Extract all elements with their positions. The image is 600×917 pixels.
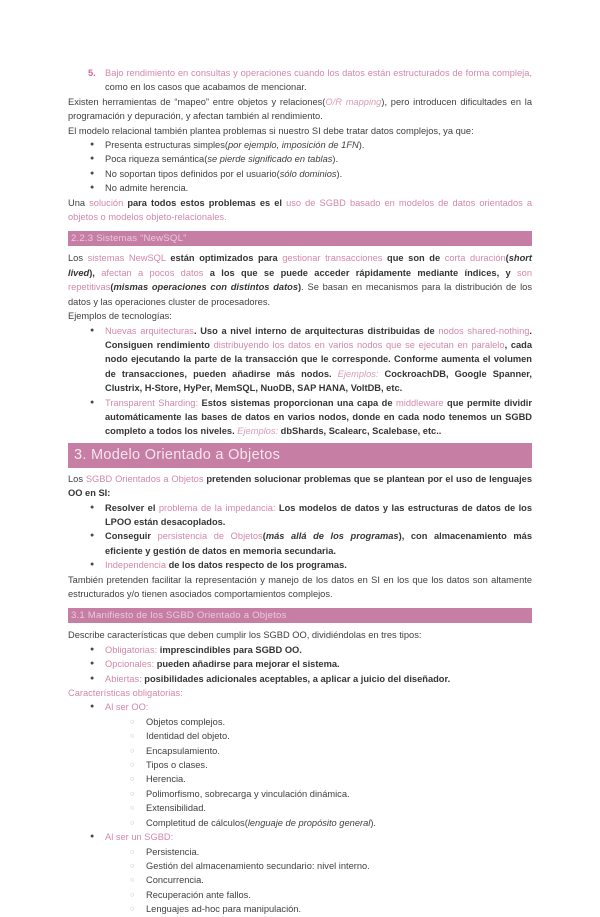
text-segment: que son de — [387, 253, 445, 264]
text-segment: problema de la impedancia: — [158, 502, 279, 513]
text-segment: Obligatorias: — [105, 644, 160, 655]
text-segment: CockroachDB, Google Spanner, Clustrix, H-Store, HyPer, MemSQL, NuoDB, SAP HANA, VoltDB, etc. — [105, 368, 532, 394]
text-segment: gestionar transacciones — [282, 253, 388, 264]
bullet-icon — [90, 138, 94, 152]
text-segment: SGBD Orientados a Objetos — [85, 473, 207, 484]
text-segment: ), — [89, 267, 102, 278]
circle-bullet-icon — [130, 888, 135, 902]
paragraph — [68, 309, 532, 323]
circle-bullet-icon — [130, 715, 135, 729]
text-segment: Ejemplos: — [337, 368, 385, 379]
text-segment: más allá de los programas — [265, 531, 399, 542]
text-segment: ). — [370, 817, 377, 828]
text-segment: Características obligatorias: — [68, 688, 183, 699]
bullet-icon — [90, 558, 94, 572]
bullet-item — [68, 529, 532, 558]
text-segment: No soportan tipos definidos por el usuario( — [105, 168, 280, 179]
text-segment: Polimorfismo, sobrecarga y vinculación dinámica. — [146, 788, 350, 799]
text-segment: Completitud de cálculos( — [146, 817, 248, 828]
bullet-icon — [90, 657, 94, 671]
circle-bullet-icon — [130, 845, 135, 859]
text-segment: imprescindibles para SGBD OO. — [159, 644, 302, 655]
circle-bullet-icon — [130, 902, 135, 916]
text-segment: Gestión del almacenamiento secundario: nivel interno. — [146, 860, 370, 871]
circle-bullet-icon — [130, 758, 135, 772]
text-segment: Recuperación ante fallos. — [146, 889, 251, 900]
bullet-item — [68, 643, 532, 657]
paragraph — [68, 472, 532, 501]
text-segment: distribuyendo los datos en varios nodos que se ejecutan en paralelo — [213, 339, 505, 350]
circle-bullet-icon — [130, 801, 135, 815]
bullet-item — [68, 138, 532, 152]
circle-bullet-icon — [130, 772, 135, 786]
text-segment: Describe características que deben cumplir los SGBD OO, dividiéndolas en tres tipos: — [68, 630, 422, 641]
text-segment: Objetos complejos. — [146, 716, 226, 727]
bullet-item — [68, 501, 532, 530]
text-segment: Los modelos de datos y las estructuras de datos de los LPOO están desacoplados. — [105, 502, 533, 527]
text-segment: pretenden solucionar problemas que se plantean por el uso de lenguajes OO en SI: — [68, 473, 532, 499]
sub-bullet-item — [68, 902, 532, 916]
text-segment: Tipos o clases. — [146, 760, 208, 771]
item-number: 5. — [88, 68, 96, 78]
bullet-icon — [90, 152, 94, 166]
bullet-item — [68, 152, 532, 166]
text-segment: Al ser OO: — [105, 702, 149, 713]
text-segment: ( — [505, 253, 509, 264]
text-segment: Concurrencia. — [146, 875, 204, 886]
bullet-icon — [90, 529, 94, 543]
text-segment: O/R mapping — [325, 96, 382, 107]
text-segment: Una — [68, 197, 90, 208]
text-segment: Los — [68, 473, 86, 484]
text-segment: Lenguajes ad-hoc para manipulación. — [146, 904, 302, 915]
text-segment: Al ser un SGBD: — [105, 832, 174, 843]
bullet-item — [68, 700, 532, 714]
text-segment: Estos sistemas proporcionan una capa de — [201, 397, 397, 408]
sub-bullet-item — [68, 758, 532, 772]
bullet-item — [68, 324, 532, 396]
text-segment: como en los casos que acabamos de mencionar. — [105, 82, 307, 93]
text-segment: ) — [298, 282, 302, 293]
text-segment: de los datos respecto de los programas. — [168, 560, 347, 571]
text-segment: persistencia de Objetos — [157, 531, 263, 542]
paragraph — [68, 196, 532, 225]
text-segment: ), pero introducen dificultades en la programación y depuración, y afectan también al rendimiento. — [68, 96, 532, 122]
circle-bullet-icon — [130, 873, 135, 887]
text-segment: Resolver el — [105, 502, 159, 513]
bullet-icon — [90, 700, 94, 714]
text-segment: Bajo rendimiento en consultas y operaciones cuando los datos están estructurados de forma compleja, — [105, 68, 532, 78]
circle-bullet-icon — [130, 859, 135, 873]
text-segment: ). — [332, 154, 339, 165]
bullet-item — [68, 167, 532, 181]
paragraph — [68, 251, 532, 309]
text-segment: , cada nodo ejecutando la parte de la transacción que le corresponde. Conforme aumenta el volumen de transacciones, pueden añadirse más nodos. — [105, 339, 533, 379]
text-segment: No admite herencia. — [105, 183, 189, 194]
bullet-item — [68, 657, 532, 671]
text-segment: por ejemplo, imposición de 1FN — [227, 140, 359, 151]
text-segment: Los — [68, 253, 88, 264]
text-segment: Abiertas: — [105, 673, 145, 684]
bullet-item — [68, 830, 532, 844]
text-segment: Ejemplos de tecnologías: — [68, 311, 172, 322]
text-segment: Extensibilidad. — [146, 803, 206, 814]
text-segment: se pierde significado en tablas — [207, 154, 333, 165]
bullet-item — [68, 396, 532, 439]
text-segment: mismas operaciones con distintos datos — [113, 282, 299, 293]
text-segment: para todos estos problemas es el — [127, 197, 287, 208]
bullet-icon — [90, 167, 94, 181]
text-segment: Transparent Sharding: — [105, 397, 202, 408]
bullet-icon — [90, 396, 94, 410]
text-segment: . Se basan en mecanismos para la distribución de los datos y las operaciones cluster de procesadores. — [68, 282, 532, 307]
text-segment: Conseguir — [105, 531, 158, 542]
sub-bullet-item — [68, 859, 532, 873]
text-segment: ). — [336, 168, 343, 179]
bullet-icon — [90, 501, 94, 515]
text-segment: a los que se puede acceder rápidamente mediante índices, y — [209, 267, 517, 278]
section-subheader: 3.1 Manifiesto de los SGBD Orientado a Objetos — [68, 608, 532, 623]
circle-bullet-icon — [130, 729, 135, 743]
text-segment: Encapsulamiento. — [146, 745, 220, 756]
bullet-icon — [90, 324, 94, 338]
bullet-icon — [90, 830, 94, 844]
text-segment: También pretenden facilitar la representación y manejo de los datos en SI en los que los datos son altamente estructurados y/o tienen asociados comportamientos complejos. — [68, 574, 532, 599]
sub-bullet-item — [68, 744, 532, 758]
text-segment: nodos shared-nothing — [438, 325, 530, 336]
text-segment: sistemas NewSQL — [87, 253, 171, 264]
section-subheader: 2.2.3 Sistemas “NewSQL” — [68, 231, 532, 246]
circle-bullet-icon — [130, 744, 135, 758]
circle-bullet-icon — [130, 816, 135, 830]
text-segment: están optimizados para — [170, 253, 283, 264]
text-segment: Presenta estructuras simples( — [105, 140, 228, 151]
text-segment: ). — [358, 140, 365, 151]
paragraph — [68, 628, 532, 642]
sub-bullet-item — [68, 873, 532, 887]
text-segment: Nuevas arquitecturas — [105, 325, 194, 336]
sub-bullet-item — [68, 787, 532, 801]
sub-bullet-item — [68, 772, 532, 786]
paragraph — [68, 95, 532, 124]
text-segment: afectan a pocos datos — [101, 267, 210, 278]
text-segment: son repetitivas — [68, 267, 532, 293]
text-segment: Opcionales: — [105, 659, 157, 670]
text-segment: . Uso a nivel interno de arquitecturas distribuidas de — [193, 325, 439, 336]
text-segment: Ejemplos: — [237, 426, 281, 437]
sub-bullet-item — [68, 801, 532, 815]
text-segment: que permite dividir automáticamente las bases de datos en varios nodos, donde en cada nodo tenemos un SGBD completo a todos los niveles. — [105, 397, 532, 437]
sub-bullet-item — [68, 729, 532, 743]
bullet-item — [68, 558, 532, 572]
bullet-icon — [90, 181, 94, 195]
sub-bullet-item — [68, 816, 532, 830]
text-segment: corta duración — [444, 253, 506, 264]
paragraph — [68, 686, 532, 700]
bullet-item — [68, 672, 532, 686]
section-header: 3. Modelo Orientado a Objetos — [68, 443, 532, 468]
text-segment: middleware — [396, 397, 448, 408]
paragraph — [68, 573, 532, 602]
bullet-item — [68, 181, 532, 195]
text-segment: El modelo relacional también plantea problemas si nuestro SI debe tratar datos complejos, ya que: — [68, 125, 474, 136]
text-segment: ), con almacenamiento más eficiente y gestión de datos en memoria secundaria. — [105, 531, 533, 556]
text-segment: sólo dominios — [279, 168, 337, 179]
text-segment: ( — [110, 282, 114, 293]
circle-bullet-icon — [130, 787, 135, 801]
paragraph — [68, 124, 532, 138]
text-segment: Identidad del objeto. — [146, 731, 230, 742]
bullet-icon — [90, 643, 94, 657]
text-segment: Poca riqueza semántica( — [105, 154, 208, 165]
sub-bullet-item — [68, 715, 532, 729]
text-segment: solución — [89, 197, 128, 208]
text-segment: Persistencia. — [146, 846, 200, 857]
sub-bullet-item — [68, 845, 532, 859]
text-segment: ( — [262, 531, 266, 542]
text-segment: short lived — [68, 253, 533, 278]
text-segment: . Consiguen rendimiento — [105, 325, 533, 350]
bullet-icon — [90, 672, 94, 686]
text-segment: lenguaje de propósito general — [247, 817, 371, 828]
text-segment: dbShards, Scalearc, Scalebase, etc.. — [280, 426, 442, 437]
text-segment: uso de SGBD basado en modelos de datos orientados a objetos o modelos objeto-relacionales. — [68, 197, 532, 223]
page-content — [68, 66, 532, 917]
text-segment: Herencia. — [146, 774, 186, 785]
numbered-item — [68, 66, 532, 95]
text-segment: Independencia — [105, 560, 169, 571]
text-segment: Existen herramientas de “mapeo” entre objetos y relaciones( — [68, 96, 326, 107]
sub-bullet-item — [68, 888, 532, 902]
text-segment: posibilidades adicionales aceptables, a aplicar a juicio del diseñador. — [144, 673, 451, 684]
text-segment: pueden añadirse para mejorar el sistema. — [156, 659, 340, 670]
